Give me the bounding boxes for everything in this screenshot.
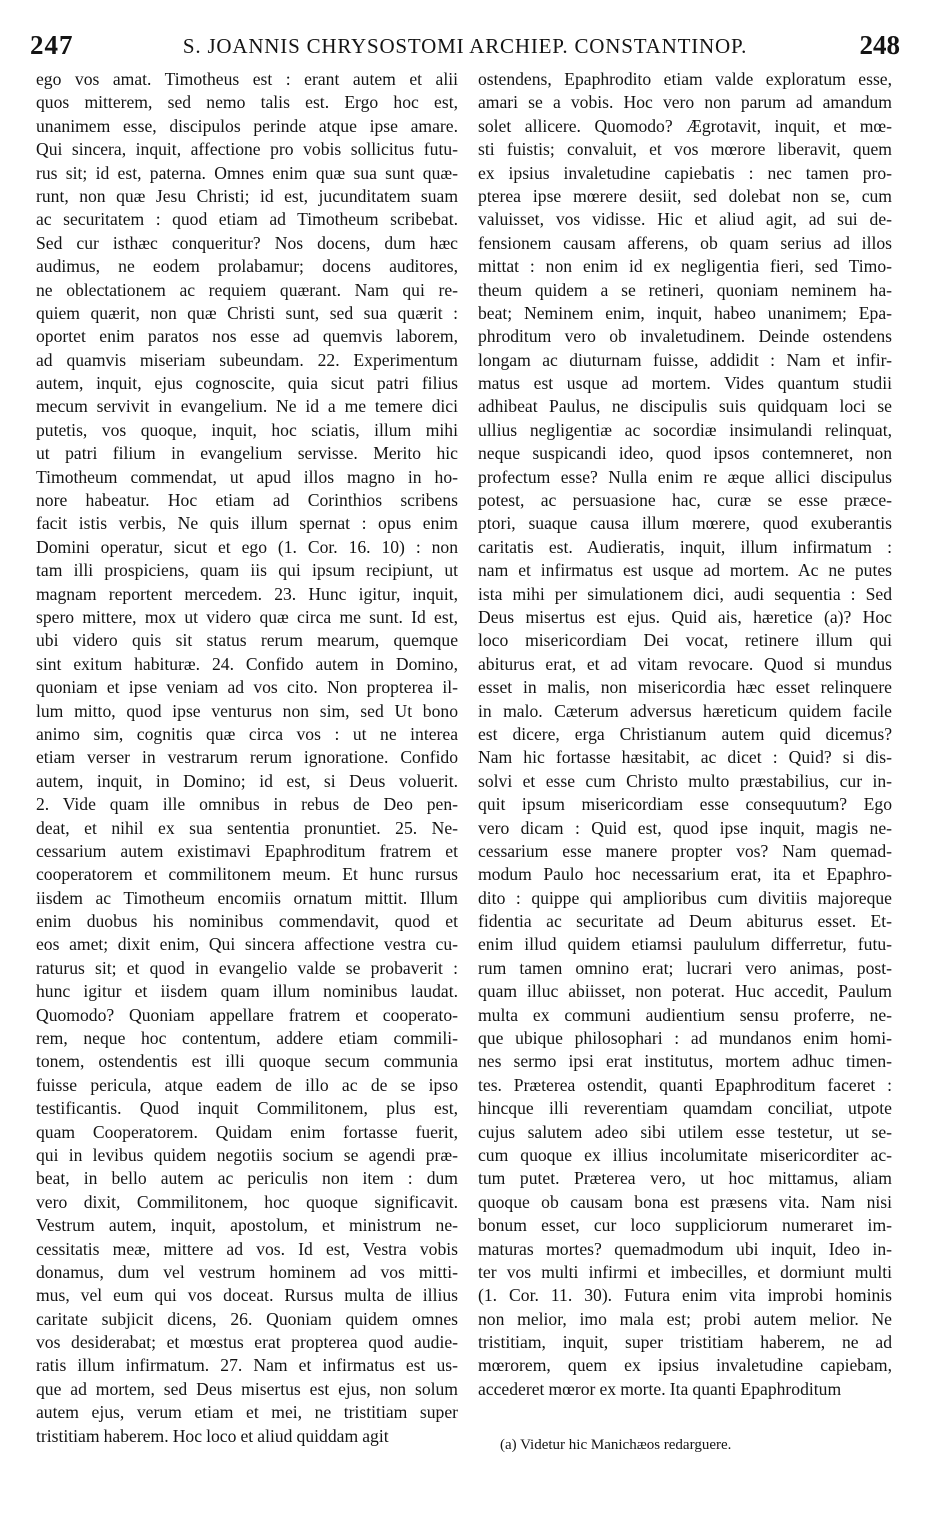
text-line: vos desiderabat; et mœstus erat propterea quod audie- <box>36 1332 458 1353</box>
text-line: adhibeat Paulus, ne discipulis suis quidquam loci se <box>478 396 892 417</box>
text-line: cooperatorem et commilitonem meum. Et hunc rursus <box>36 864 458 885</box>
text-line: tristitiam haberem. Hoc loco et aliud quiddam agit <box>36 1425 389 1446</box>
text-line: phroditum vero ob invaletudinem. Deinde ostendens <box>478 326 892 347</box>
text-line: spero mittere, mox ut videro quæ circa me sunt. Id est, <box>36 606 458 627</box>
text-line: Deus misertus est ejus. Quid ais, hæretice (a)? Hoc <box>478 606 892 627</box>
text-line: beat, in bello autem ac periculis non item : dum <box>36 1168 458 1189</box>
text-line: caritatis est. Audieratis, inquit, illum infirmatum : <box>478 536 892 557</box>
text-line: tam illi prospiciens, quam iis qui ipsum recipiunt, ut <box>36 560 458 581</box>
page-number-right: 248 <box>859 30 900 60</box>
left-text-column <box>36 68 458 1448</box>
text-line: non melior, imo mala est; probi autem melior. Ne <box>478 1308 892 1329</box>
text-line: profectum esse? Nulla enim re æque allici discipulus <box>478 466 892 487</box>
text-line: cujus salutem adeo sibi utilem esse testetur, ut se- <box>478 1121 892 1142</box>
text-line: modum Paulo hoc necessarium erat, ita et Epaphro- <box>478 864 892 885</box>
text-line: rem, neque hoc contentum, addere etiam commili- <box>36 1028 458 1049</box>
text-line: autem, inquit, ejus cognoscite, quia sicut patri filius <box>36 373 458 394</box>
text-line: raturus sit; et quod in evangelio valde se probaverit : <box>36 957 458 978</box>
text-line: quos mitterem, sed nemo talis est. Ergo hoc est, <box>36 92 458 113</box>
text-line: ad quamvis miseriam subeundam. 22. Experimentum <box>36 349 458 370</box>
text-line: mœrorem, quem ex ipsius invaletudine capiebam, <box>478 1355 892 1376</box>
text-line: ubi videro quis sit status rerum mearum, quemque <box>36 630 458 651</box>
text-line: accederet mœror ex morte. Ita quanti Epaphroditum <box>478 1378 842 1399</box>
text-line: eos amet; dixit enim, Qui sincera affectione vestra cu- <box>36 934 458 955</box>
text-line: enim duobus his nominibus commendavit, quod et <box>36 911 458 932</box>
text-line: ptori, suaque causa illum mœrere, quod exuberantis <box>478 513 892 534</box>
text-line: lum mitto, quod ipse venturus non sim, sed Ut bono <box>36 700 458 721</box>
text-line: bonum esset, cur loco suppliciorum numeraret im- <box>478 1215 892 1236</box>
text-line: ullius negligentiæ ac socordiæ insimulandi relinquat, <box>478 419 892 440</box>
text-line: Qui sincera, inquit, affectione pro vobis sollicitus futu- <box>36 139 458 160</box>
footnote: (a) Videtur hic Manichæos redarguere. <box>500 1437 732 1453</box>
text-line: Domini operatur, sicut et ego (1. Cor. 16. 10) : non <box>36 536 458 557</box>
running-title: S. JOANNIS CHRYSOSTOMI ARCHIEP. CONSTANTINOP. <box>182 34 748 58</box>
text-line: ter vos multi infirmi et imbecilles, et dormiunt multi <box>478 1261 892 1282</box>
text-line: cessarium esse manere propter vos? Nam quemad- <box>478 840 892 861</box>
text-line: autem ejus, verum etiam et mei, ne tristitiam super <box>36 1402 458 1423</box>
page-number-left: 247 <box>30 30 74 60</box>
text-line: multa ex communi audientium sensu proferre, ne- <box>478 1004 892 1025</box>
text-line: solet allicere. Quomodo? Ægrotavit, inquit, et mœ- <box>478 115 892 136</box>
text-line: quoque ob causam bona est præsens vita. Nam nisi <box>478 1191 892 1212</box>
text-line: theum quidem a se retineri, quoniam neminem ha- <box>478 279 892 300</box>
text-line: Nam hic fortasse hæsitabit, ac dicet : Quid? si dis- <box>478 747 892 768</box>
text-line: magnam reportent mercedem. 23. Hunc igitur, inquit, <box>36 583 458 604</box>
text-line: fensionem causam afferens, ob quam serius ad illos <box>478 232 892 253</box>
text-line: beat; Neminem enim, inquit, habeo unanimem; Epa- <box>478 302 892 323</box>
text-line: ego vos amat. Timotheus est : erant autem et alii <box>36 69 458 89</box>
text-line: Timotheum commendat, ut apud illos magno in ho- <box>36 466 458 487</box>
text-line: amari se a vobis. Hoc vero non parum ad amandum <box>478 92 892 113</box>
text-line: mittat : non enim id ex negligentia fieri, sed Timo- <box>478 256 892 277</box>
text-line: dito : quippe qui amplioribus cum divitiis majoreque <box>478 887 892 908</box>
text-line: pterea ipse mœrere desiit, sed dolebat non se, cum <box>478 185 892 206</box>
text-line: (1. Cor. 11. 30). Futura enim vita improbi hominis <box>478 1285 892 1306</box>
text-line: in malo. Cæterum adversus hæreticum quidem facile <box>478 700 892 721</box>
text-line: testificantis. Quod inquit Commilitonem, plus est, <box>36 1098 458 1119</box>
text-line: valuisset, vos vidisse. Hic et aliud agit, ad sui de- <box>478 209 892 230</box>
text-line: quiem quærit, non quæ Christi sunt, sed sua quærit : <box>36 302 458 323</box>
text-line: quoniam et ipse veniam ad vos cito. Non propterea il- <box>36 677 458 698</box>
text-line: cum quoque ex illius incolumitate misericorditer ac- <box>478 1144 892 1165</box>
text-line: neque suspicandi ideo, quod ipsos contemneret, non <box>478 443 892 464</box>
text-line: etiam verser in vestrarum rerum ignoratione. Confido <box>36 747 458 768</box>
text-line: ne oblectationem ac requiem quærant. Nam qui re- <box>36 279 458 300</box>
text-line: quit ipsum misericordiam esse consequutum? Ego <box>478 794 892 815</box>
text-line: cessitatis meæ, mittere ad vos. Id est, Vestra vobis <box>36 1238 458 1259</box>
text-line: animo sim, cognitis quæ circa vos : ut ne interea <box>36 723 458 744</box>
text-line: fuisse pericula, atque eadem de illo ac de se ipso <box>36 1074 458 1095</box>
right-text-column <box>478 68 892 1401</box>
text-line: sint exitum habituræ. 24. Confido autem in Domino, <box>36 653 458 674</box>
text-line: ostendens, Epaphrodito etiam valde exploratum esse, <box>478 69 892 89</box>
text-line: solvi et esse cum Christo multo præstabilius, cur in- <box>478 770 892 791</box>
text-line: cessarium autem existimavi Epaphroditum fratrem et <box>36 840 458 861</box>
text-line: putetis, vos quoque, inquit, hoc sciatis, illum mihi <box>36 419 458 440</box>
text-line: tum putet. Præterea vero, ut hoc mittamus, aliam <box>478 1168 892 1189</box>
text-line: Sed cur isthæc conqueritur? Nos docens, dum hæc <box>36 232 458 253</box>
text-line: Quomodo? Quoniam appellare fratrem et cooperato- <box>36 1004 458 1025</box>
text-line: donamus, dum vel vestrum hominem ad vos mitti- <box>36 1261 458 1282</box>
text-line: que ubique philosophari : ad mundanos enim homi- <box>478 1028 892 1049</box>
text-line: potest, ac persuasione hac, curæ se esse præce- <box>478 490 892 511</box>
text-line: mecum servivit in evangelium. Ne id a me temere dici <box>36 396 458 417</box>
text-line: est dicere, erga Christianum autem quid dicemus? <box>478 723 892 744</box>
text-line: tristitiam, inquit, super tristitiam haberem, ne ad <box>478 1332 892 1353</box>
text-line: hunc igitur et iisdem quam illum nominibus laudat. <box>36 981 458 1002</box>
text-line: que ad mortem, sed Deus misertus est ejus, non solum <box>36 1378 458 1399</box>
text-line: qui in levibus quidem negotiis socium se agendi præ- <box>36 1144 458 1165</box>
text-line: ratis illum infirmatum. 27. Nam et infirmatus est us- <box>36 1355 458 1376</box>
text-line: longam ac diuturnam fuisse, addidit : Nam et infir- <box>478 349 892 370</box>
text-line: rus sit; id est, paterna. Omnes enim quæ sua sunt quæ- <box>36 162 458 183</box>
text-line: loco misericordiam Dei vocat, retinere illum qui <box>478 630 892 651</box>
text-line: sti fuistis; convaluit, et vos mœrore liberavit, quem <box>478 139 892 160</box>
text-line: tonem, ostendentis est illi quoque secum communia <box>36 1051 458 1072</box>
text-line: facit istis verbis, Ne quis illum spernat : opus enim <box>36 513 458 534</box>
text-line: ut patri filium in evangelium servisse. Merito hic <box>36 443 458 464</box>
text-line: deat, et nihil ex sua sententia pronuntiet. 25. Ne- <box>36 817 458 838</box>
text-line: caritate subjicit dicens, 26. Quoniam quidem omnes <box>36 1308 458 1329</box>
text-line: 2. Vide quam ille omnibus in rebus de Deo pen- <box>36 794 458 815</box>
text-line: audimus, ne eodem prolabamur; docens auditores, <box>36 256 458 277</box>
text-line: vero dicam : Quid est, quod ipse inquit, magis ne- <box>478 817 892 838</box>
text-line: oportet enim paratos nos esse ad quemvis laborem, <box>36 326 458 347</box>
text-line: nes sermo ipsi erat institutus, mortem adhuc timen- <box>478 1051 892 1072</box>
text-line: nam et infirmatus est usque ad mortem. Ac ne putes <box>478 560 892 581</box>
text-line: autem, inquit, in Domino; id est, si Deus voluerit. <box>36 770 458 791</box>
text-line: iisdem ac Timotheum encomiis ornatum mittit. Illum <box>36 887 458 908</box>
text-line: tes. Præterea ostendit, quanti Epaphroditum faceret : <box>478 1074 892 1095</box>
text-line: fidentia ac securitate ad Deum abiturus esset. Et- <box>478 911 892 932</box>
text-line: nore habeatur. Hoc etiam ad Corinthios scribens <box>36 490 458 511</box>
text-line: quam Cooperatorem. Quidam enim fortasse fuerit, <box>36 1121 458 1142</box>
text-line: enim illud quidem etiamsi paululum differretur, futu- <box>478 934 892 955</box>
text-line: Vestrum autem, inquit, apostolum, et ministrum ne- <box>36 1215 458 1236</box>
text-line: quam illuc abiisset, non poterat. Huc accedit, Paulum <box>478 981 892 1002</box>
text-line: runt, non quæ Jesu Christi; id est, jucunditatem suam <box>36 185 458 206</box>
text-line: maturas mortes? quemadmodum ubi inquit, Ideo in- <box>478 1238 892 1259</box>
page-header <box>30 30 900 62</box>
text-line: ac securitatem : quod etiam ad Timotheum scribebat. <box>36 209 458 230</box>
text-line: rum tamen omnino erat; lucrari vero animas, post- <box>478 957 892 978</box>
text-line: hincque illi reverentiam quamdam conciliat, utpote <box>478 1098 892 1119</box>
text-line: ex ipsius invaletudine capiebatis : nec tamen pro- <box>478 162 892 183</box>
text-line: abiturus erat, et ad vitam revocare. Quod si mundus <box>478 653 892 674</box>
text-line: vero dixit, Commilitonem, hoc quoque significavit. <box>36 1191 458 1212</box>
text-line: mus, vel eum qui vos doceat. Rursus multa de illius <box>36 1285 458 1306</box>
text-line: ista mihi per simulationem dici, audi sequentia : Sed <box>478 583 892 604</box>
text-line: unanimem esse, discipulos perinde atque ipse amare. <box>36 115 458 136</box>
text-line: matus est usque ad mortem. Vides quantum studii <box>478 373 892 394</box>
text-line: esset in malis, non misericordia hæc esset relinquere <box>478 677 892 698</box>
